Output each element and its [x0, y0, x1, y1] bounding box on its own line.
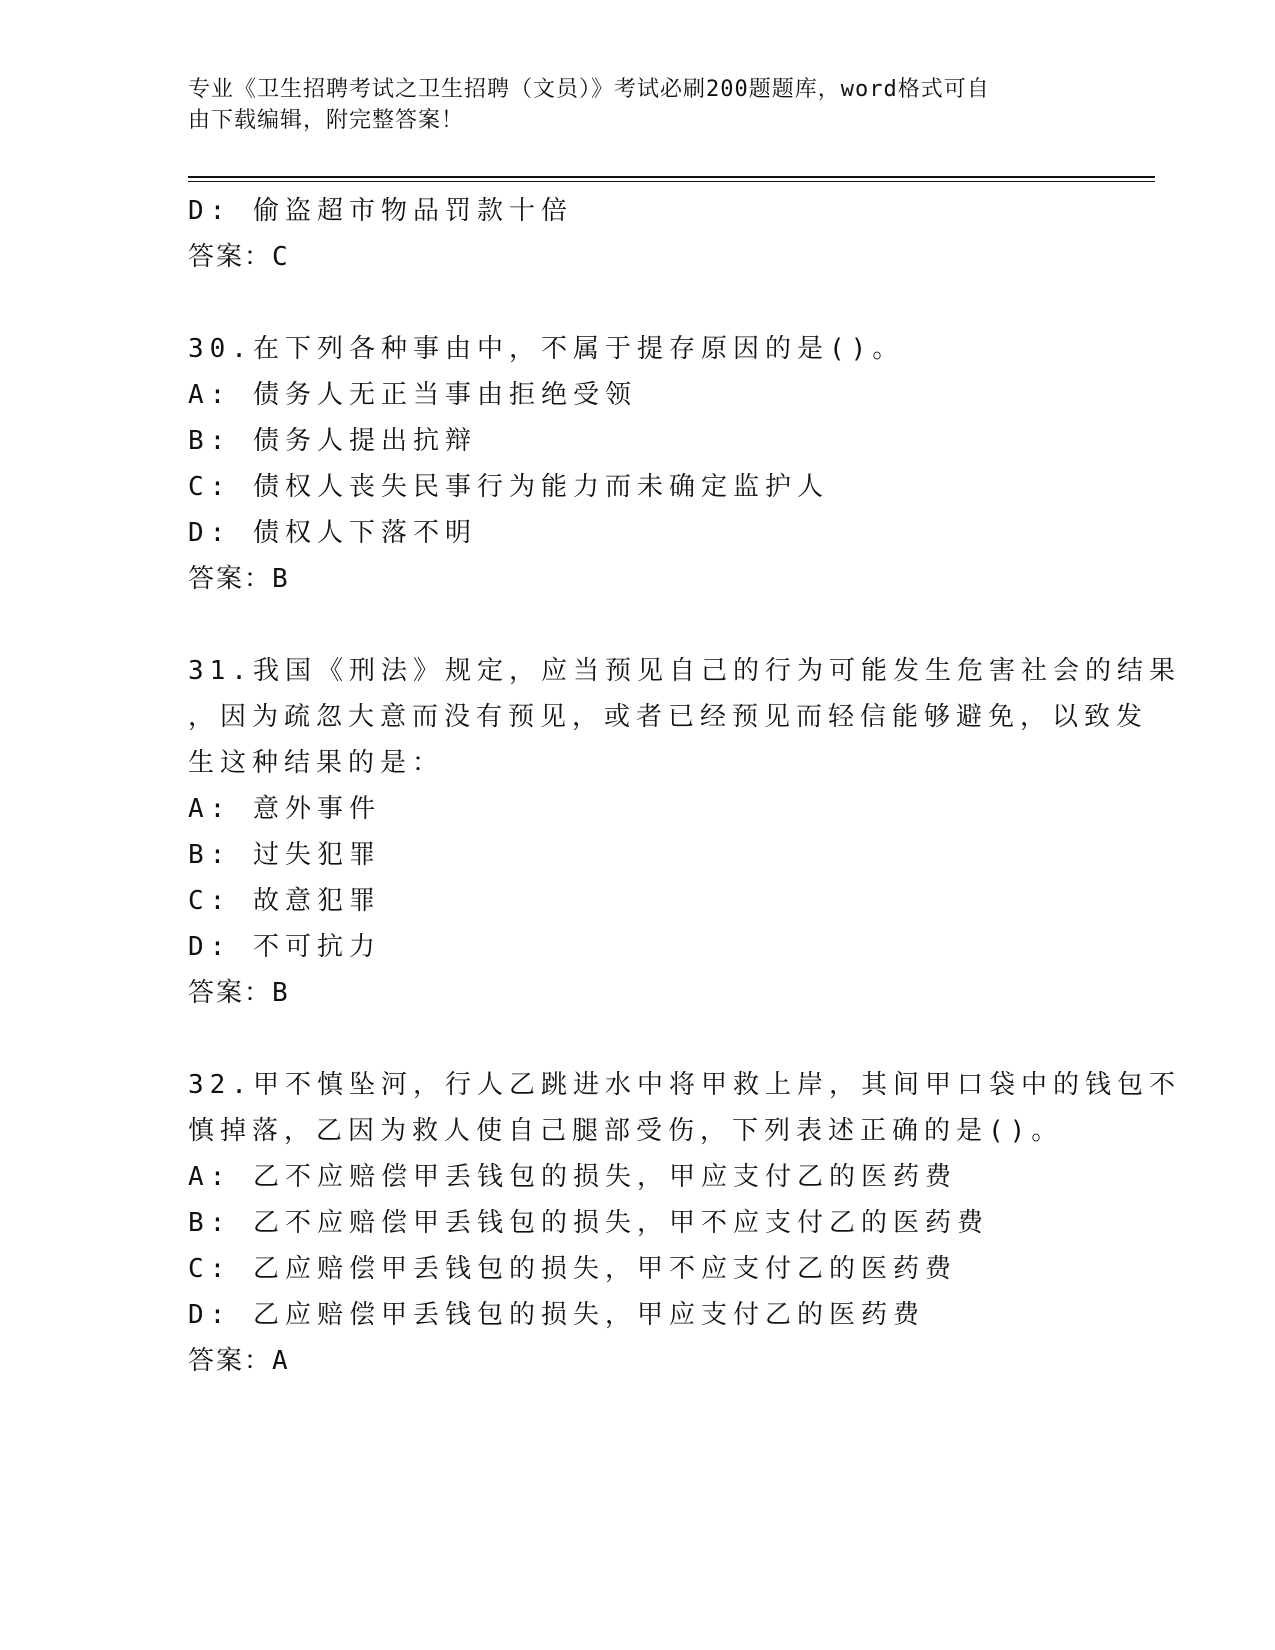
question-option-a: A: 债务人无正当事由拒绝受领: [188, 380, 637, 410]
prev-question-option-d: D: 偷盗超市物品罚款十倍: [188, 196, 573, 226]
question-option-c: C: 债权人丧失民事行为能力而未确定监护人: [188, 472, 829, 502]
question-option-d: D: 不可抗力: [188, 932, 381, 962]
question-option-c: C: 乙应赔偿甲丢钱包的损失，甲不应支付乙的医药费: [188, 1254, 957, 1284]
question-option-a: A: 意外事件: [188, 794, 381, 824]
spacer: [188, 1016, 1088, 1062]
header-line-1: 专业《卫生招聘考试之卫生招聘（文员）》考试必刷200题题库，word格式可自: [188, 77, 990, 102]
header-line-2: 由下载编辑，附完整答案！: [188, 108, 465, 133]
question-option-d: D: 乙应赔偿甲丢钱包的损失，甲应支付乙的医药费: [188, 1300, 925, 1330]
document-header: [188, 74, 1068, 136]
question-stem: 慎掉落，乙因为救人使自己腿部受伤，下列表述正确的是()。: [188, 1116, 1064, 1146]
question-option-d: D: 债权人下落不明: [188, 518, 477, 548]
question-option-b: B: 过失犯罪: [188, 840, 381, 870]
question-stem: 31.我国《刑法》规定，应当预见自己的行为可能发生危害社会的结果: [188, 656, 1181, 686]
question-answer: 答案：B: [188, 564, 290, 594]
question-option-b: B: 债务人提出抗辩: [188, 426, 477, 456]
header-divider-thin: [188, 181, 1155, 182]
question-stem: 生这种结果的是：: [188, 748, 445, 778]
question-option-b: B: 乙不应赔偿甲丢钱包的损失，甲不应支付乙的医药费: [188, 1208, 989, 1238]
question-stem: 32.甲不慎坠河，行人乙跳进水中将甲救上岸，其间甲口袋中的钱包不: [188, 1070, 1181, 1100]
question-block: [188, 648, 1181, 1016]
spacer: [188, 602, 1088, 648]
question-answer: 答案：B: [188, 978, 290, 1008]
question-block: [188, 1062, 1181, 1384]
header-divider-thick: [188, 176, 1155, 178]
question-option-a: A: 乙不应赔偿甲丢钱包的损失，甲应支付乙的医药费: [188, 1162, 957, 1192]
prev-question-answer: 答案：C: [188, 242, 290, 272]
question-answer: 答案：A: [188, 1346, 290, 1376]
question-stem: ，因为疏忽大意而没有预见，或者已经预见而轻信能够避免，以致发: [188, 702, 1149, 732]
question-option-c: C: 故意犯罪: [188, 886, 381, 916]
question-block: [188, 326, 1088, 602]
spacer: [188, 280, 1088, 326]
question-stem: 30.在下列各种事由中，不属于提存原因的是()。: [188, 334, 905, 364]
question-list: [188, 188, 1181, 1384]
